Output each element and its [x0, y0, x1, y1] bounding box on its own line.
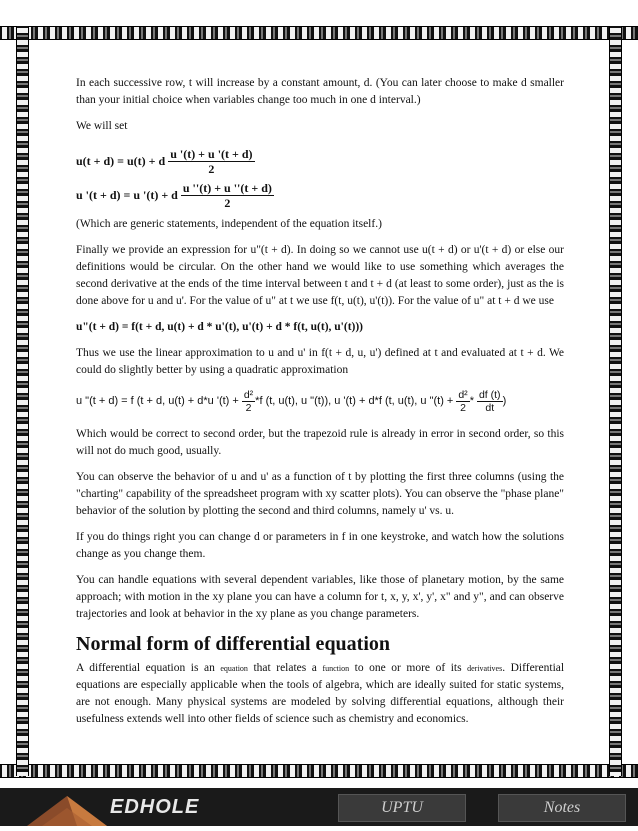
footer-bar	[0, 788, 638, 826]
text-run: that relates a	[253, 662, 317, 674]
equation-part: *	[469, 395, 474, 407]
equation-block	[76, 144, 564, 212]
decorative-border-top	[0, 26, 638, 40]
equation-lhs: u(t + d) = u(t) + d	[76, 153, 166, 168]
text-run: A differential equation is an	[76, 662, 215, 674]
fraction	[456, 389, 469, 414]
fraction-denominator: 2	[208, 161, 215, 176]
fraction-numerator: u '(t) + u '(t + d)	[170, 146, 253, 161]
equation-lhs: u '(t + d) = u '(t) + d	[76, 187, 178, 202]
paragraph: If you do things right you can change d or parameters in f in one keystroke, and watch how the solutions change as you change them.	[76, 531, 564, 560]
fraction-denominator: 2	[460, 402, 466, 414]
paragraph: Thus we use the linear approximation to u and u' in f(t + d, u, u') defined at t and evaluated at t + d. We could do slightly better by using a quadratic approximation	[76, 347, 564, 376]
paragraph: Which would be correct to second order, but the trapezoid rule is already in error in second order, so this will not do much good, usually.	[76, 428, 564, 457]
link-function[interactable]: function	[322, 664, 350, 673]
fraction-denominator: dt	[485, 402, 495, 414]
section-heading: Normal form of differential equation	[76, 633, 391, 655]
fraction-denominator: 2	[224, 195, 231, 210]
edhole-logo[interactable]	[22, 788, 242, 826]
paragraph: You can handle equations with several dependent variables, like those of planetary motion, by the same approach; with motion in the xy plane you can have a column for t, x, y, x', y', x" and y", and can observe trajectories and look at behavior in the xy plane as you change parameters.	[76, 574, 564, 620]
fraction-numerator: d²	[458, 389, 468, 401]
fraction-numerator: d²	[243, 389, 254, 401]
equation-part: u "(t + d) = f (t + d, u(t) + d*u '(t) +	[76, 395, 239, 407]
paragraph: We will set	[76, 120, 128, 132]
equation-text: u"(t + d) = f(t + d, u(t) + d * u'(t), u'(t) + d * f(t, u(t), u'(t)))	[76, 321, 364, 333]
tab-notes[interactable]: Notes	[498, 794, 626, 822]
text-run: . Differential equations are especially applicable when the tools of algebra, which are ideally suited for static systems, are not enough. Many physical systems are modeled by solving differential equations, although their usefulness extends well into other fields of science such as chemistry and economics.	[76, 662, 565, 725]
logo-text: EDHOLE	[110, 796, 200, 818]
fraction	[477, 389, 503, 414]
paragraph: You can observe the behavior of u and u' as a function of t by plotting the first three columns (using the "charting" capability of the spreadsheet program with xy scatter plots). You can observe the "phase plane" behavior of the solution by plotting the second and third columns, namely u' vs. u.	[76, 471, 564, 517]
decorative-border-bottom	[0, 764, 638, 778]
equation-u	[76, 144, 564, 178]
quadratic-equation	[76, 389, 564, 414]
fraction	[242, 389, 255, 414]
link-equation[interactable]: equation	[220, 664, 248, 673]
fraction-numerator: df (t)	[478, 389, 501, 401]
paragraph: (Which are generic statements, independent of the equation itself.)	[76, 218, 382, 230]
fraction	[181, 181, 274, 210]
document-body	[76, 75, 564, 737]
equation-u-prime	[76, 178, 564, 212]
decorative-border-left	[16, 26, 29, 776]
paragraph: In each successive row, t will increase by a constant amount, d. (You can later choose to make d smaller than your initial choice when variables change too much in one d interval.)	[76, 77, 564, 106]
paragraph: Finally we provide an expression for u"(t + d). In doing so we cannot use u(t + d) or u'(t + d) or else our definitions would be circular. On the other hand we would like to use something which averages the second derivative at the ends of the time interval between t and t + d (at least to some order), just as the is done above for u and u'. For the value of u" at t we use f(t, u(t), u'(t)). For the value of u" at t + d we use	[76, 244, 564, 307]
pyramid-icon	[22, 788, 112, 826]
decorative-border-right	[609, 26, 622, 776]
text-run: to one or more of its	[354, 662, 462, 674]
equation-part: )	[502, 395, 507, 407]
fraction	[168, 147, 254, 176]
fraction-denominator: 2	[245, 402, 252, 414]
equation-part: *f (t, u(t), u "(t)), u '(t) + d*f (t, u(t), u "(t) +	[255, 395, 454, 407]
fraction-numerator: u ''(t) + u ''(t + d)	[182, 180, 272, 195]
link-derivatives[interactable]: derivatives	[467, 664, 503, 673]
tab-uptu[interactable]: UPTU	[338, 794, 466, 822]
paragraph	[76, 660, 564, 728]
